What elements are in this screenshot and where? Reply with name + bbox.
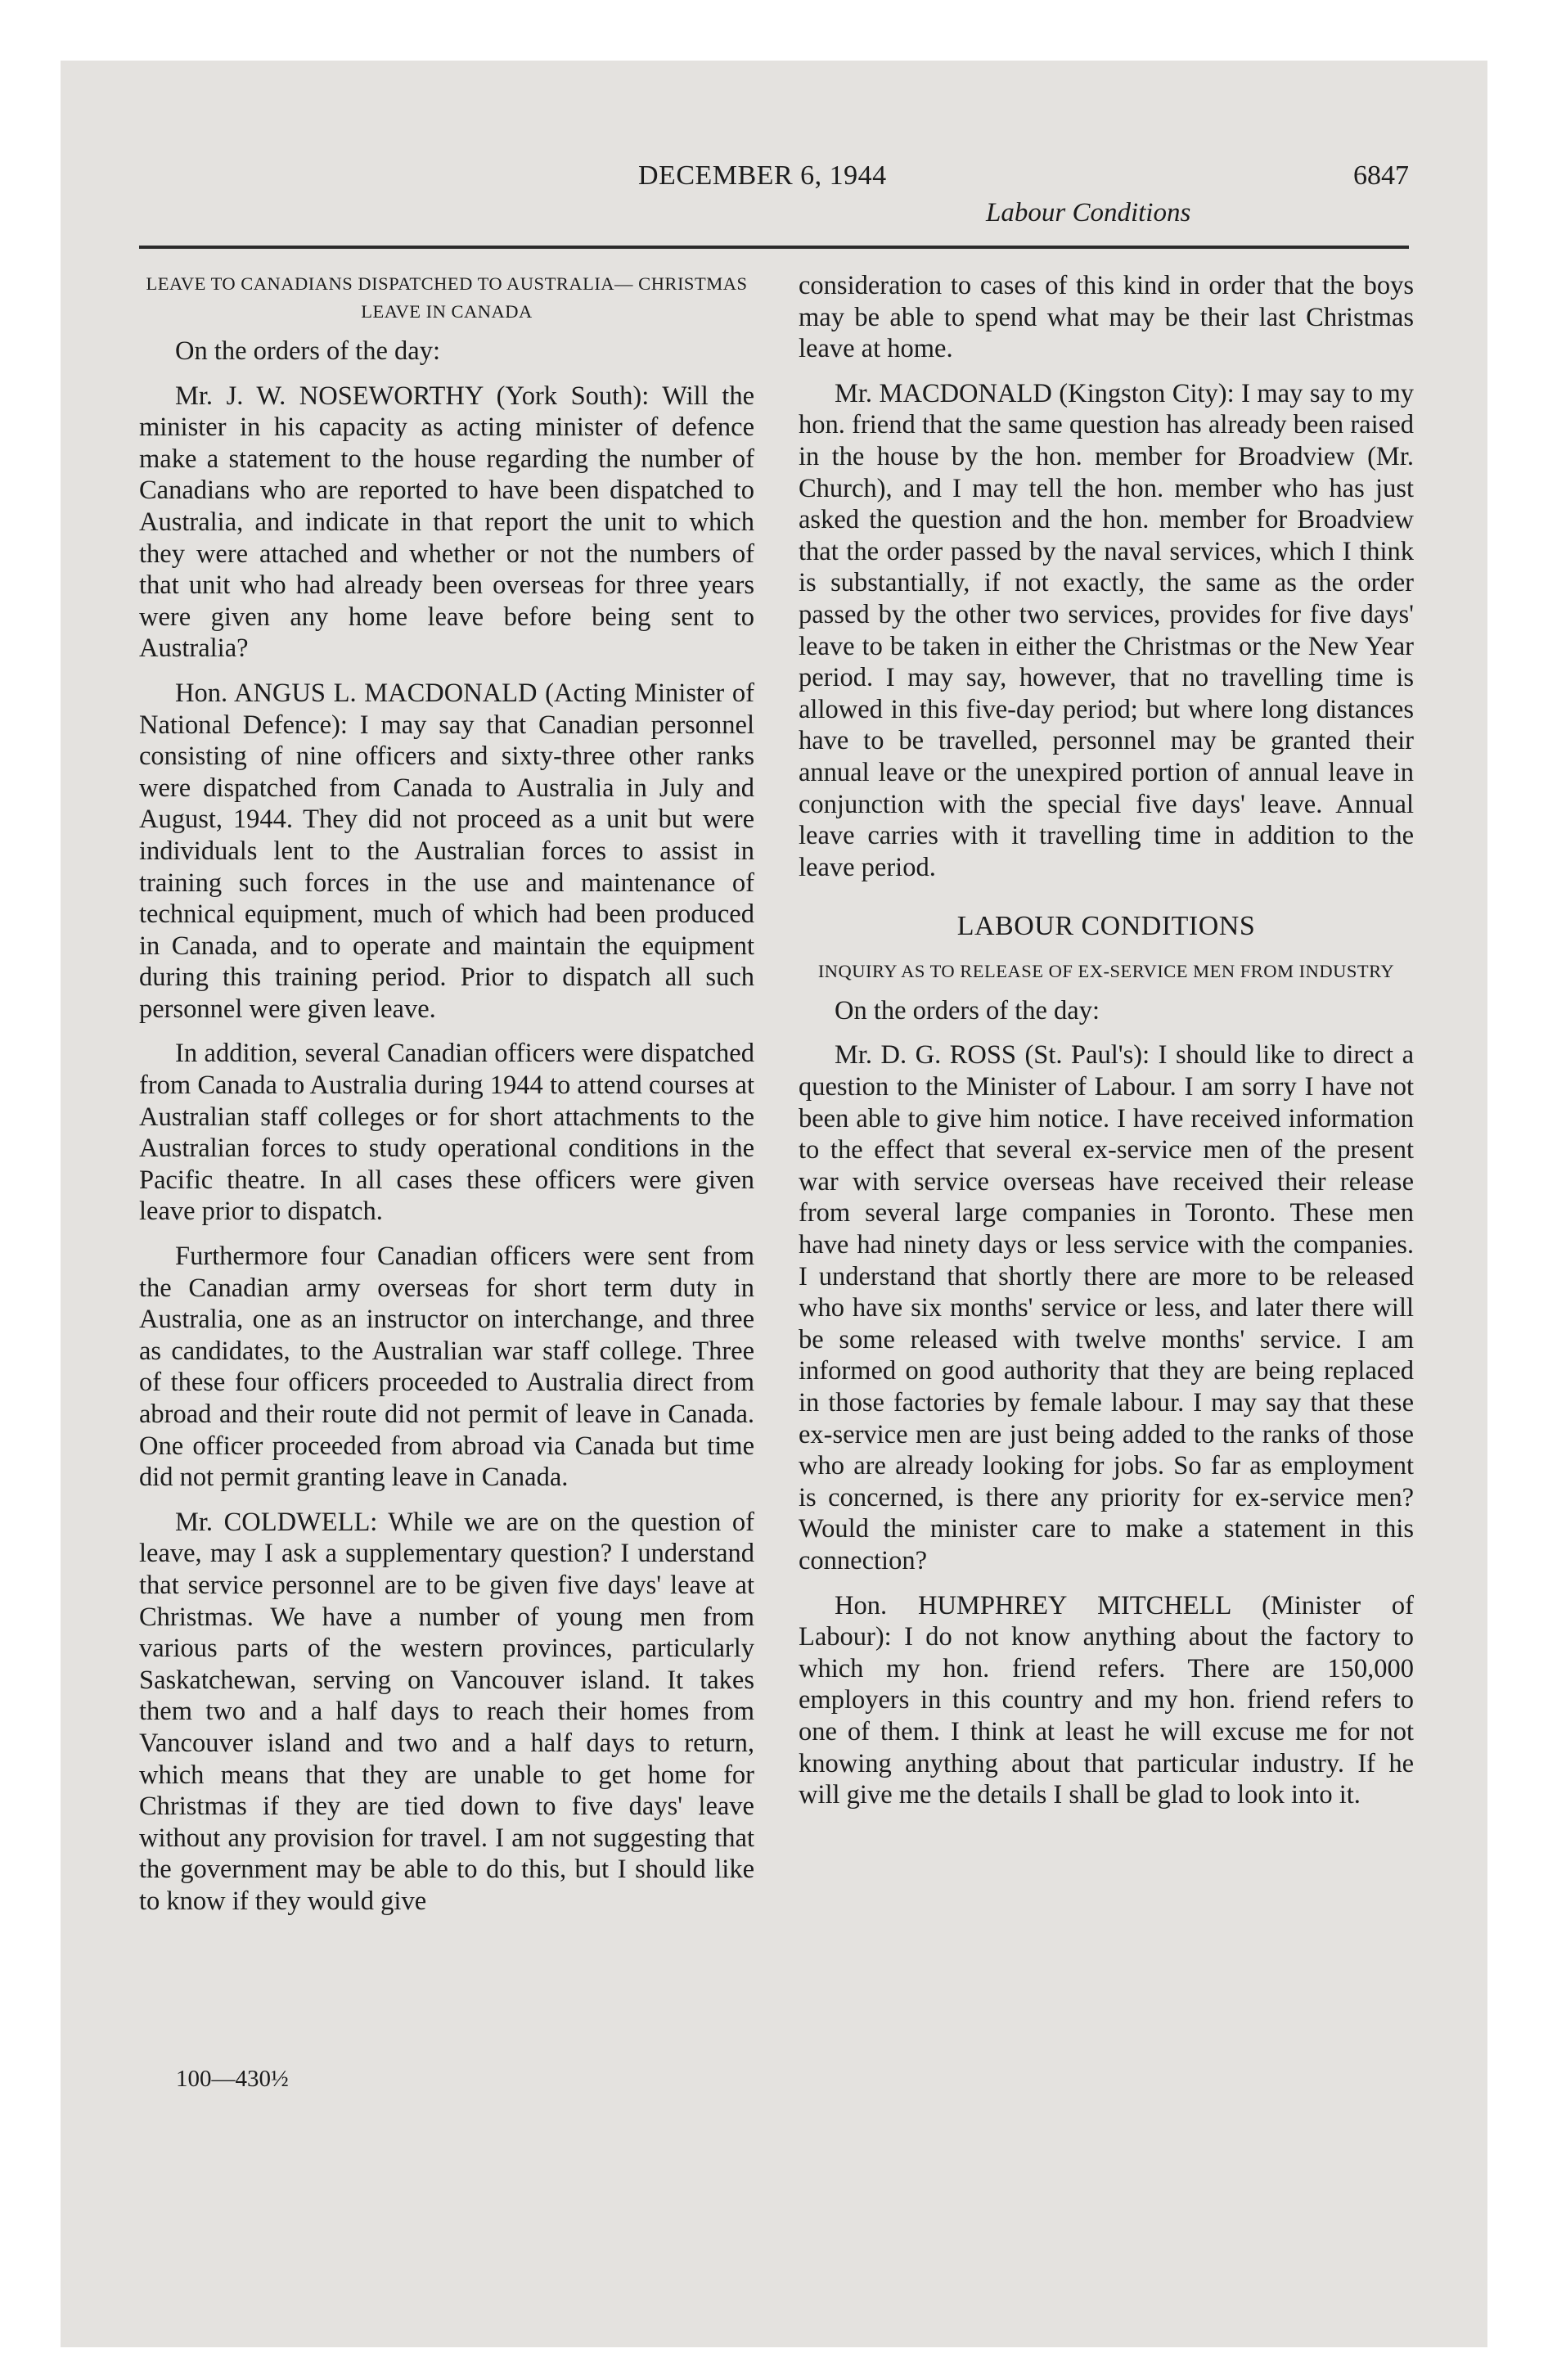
paragraph: Hon. ANGUS L. MACDONALD (Acting Minister of National Defence): I may say that Canadian personnel consisting of nine officers and sixty-three other ranks were dispatched from Canada to Australia in July and August, 1944. They did not proceed as a unit but were individuals lent to the Australian forces to assist in training such forces in the use and maintenance of technical equipment, much of which had been produced in Canada, and to operate and maintain the equipment during this training period. Prior to dispatch all such personnel were given leave. — [139, 678, 754, 1024]
header-date: DECEMBER 6, 1944 — [638, 160, 887, 191]
right-column — [799, 270, 1414, 1824]
section-heading: LABOUR CONDITIONS — [956, 911, 1256, 942]
paragraph: In addition, several Canadian officers were dispatched from Canada to Australia during 1944 to attend courses at Australian staff colleges or for short attachments to the Australian forces to study operational conditions in the Pacific theatre. In all cases these officers were given leave prior to dispatch. — [139, 1039, 754, 1227]
left-subhead: LEAVE TO CANADIANS DISPATCHED TO AUSTRALIA— CHRISTMAS LEAVE IN CANADA — [146, 273, 748, 322]
page-header — [139, 160, 1409, 234]
header-section-title: Labour Conditions — [986, 198, 1191, 228]
paragraph: Mr. D. G. ROSS (St. Paul's): I should like to direct a question to the Minister of Labour. I am sorry I have not been able to give him notice. I have received information to the effect that several ex-service men of the present war with service overseas have received their release from several large companies in Toronto. These men have had ninety days or less service with the companies. I understand that shortly there are more to be released who have six months' service or less, and later there will be some released with twelve months' service. I am informed on good authority that they are being replaced in those factories by female labour. I may say that these ex-service men are just being added to the ranks of those who are already looking for jobs. So far as employment is concerned, is there any priority for ex-service men? Would the minister care to make a statement in this connection? — [799, 1040, 1414, 1575]
paragraph: On the orders of the day: — [175, 336, 441, 366]
paragraph: Furthermore four Canadian officers were sent from the Canadian army overseas for short term duty in Australia, one as an instructor on interchange, and three as candidates, to the Australian war staff college. Three of these four officers proceeded to Australia direct from abroad and their route did not permit of leave in Canada. One officer proceeded from abroad via Canada but time did not permit granting leave in Canada. — [139, 1242, 754, 1493]
paragraph: Mr. MACDONALD (Kingston City): I may say to my hon. friend that the same question has already been raised in the house by the hon. member for Broadview (Mr. Church), and I may tell the hon. member who has just asked the question and the hon. member for Broadview that the order passed by the naval services, which I think is substantially, if not exactly, the same as the order passed by the other two services, provides for five days' leave to be taken in either the Christmas or the New Year period. I may say, however, that no travelling time is allowed in this five-day period; but where long distances have to be travelled, personnel may be granted their annual leave or the unexpired portion of annual leave in conjunction with the special five days' leave. Annual leave carries with it travelling time in addition to the leave period. — [799, 378, 1414, 882]
left-column — [139, 270, 754, 1931]
page-number: 6847 — [1353, 160, 1409, 191]
paragraph: Hon. HUMPHREY MITCHELL (Minister of Labour): I do not know anything about the factory to which my hon. friend refers. There are 150,000 employers in this country and my hon. friend refers to one of them. I think at least he will excuse me for not knowing anything about that particular industry. If he will give me the details I shall be glad to look into it. — [799, 1590, 1414, 1810]
paragraph: Mr. J. W. NOSEWORTHY (York South): Will the minister in his capacity as acting minister of defence make a statement to the house regarding the number of Canadians who are reported to have been dispatched to Australia, and indicate in that report the unit to which they were attached and whether or not the numbers of that unit who had already been overseas for three years were given any home leave before being sent to Australia? — [139, 381, 754, 664]
paragraph: consideration to cases of this kind in order that the boys may be able to spend what may be their last Christmas leave at home. — [799, 271, 1414, 364]
header-rule — [139, 246, 1409, 249]
footer-reference: 100—430½ — [176, 2066, 289, 2092]
right-subhead: INQUIRY AS TO RELEASE OF EX-SERVICE MEN FROM INDUSTRY — [817, 960, 1395, 981]
paragraph: Mr. COLDWELL: While we are on the question of leave, may I ask a supplementary question? I understand that service personnel are to be given five days' leave at Christmas. We have a number of young men from various parts of the western provinces, particularly Saskatchewan, serving on Vancouver island. It takes them two and a half days to reach their homes from Vancouver island and two and a half days to return, which means that they are unable to get home for Christmas if they are tied down to five days' leave without any provision for travel. I am not suggesting that the government may be able to do this, but I should like to know if they would give — [139, 1507, 754, 1916]
paragraph: On the orders of the day: — [835, 995, 1100, 1025]
